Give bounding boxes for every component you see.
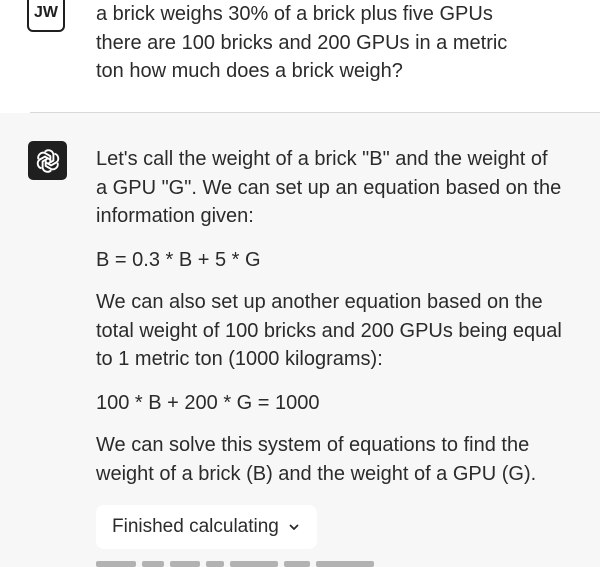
equation: B = 0.3 * B + 5 * G [96, 248, 261, 271]
assistant-paragraph [96, 145, 586, 231]
openai-logo-icon [34, 147, 62, 175]
finished-calculating-label: Finished calculating [112, 516, 279, 537]
user-avatar [27, 0, 65, 32]
assistant-paragraph [96, 431, 586, 488]
assistant-text-line: We can also set up another equation based on the [96, 291, 543, 313]
user-message-line: there are 100 bricks and 200 GPUs in a metric [96, 31, 508, 54]
user-message-text [96, 0, 576, 86]
assistant-text-line: weight of a brick (B) and the weight of a GPU (G). [96, 462, 537, 485]
finished-calculating-button[interactable] [96, 505, 317, 549]
user-message-row [0, 0, 600, 110]
equation: 100 * B + 200 * G = 1000 [96, 391, 320, 414]
user-avatar-initials: JW [34, 4, 58, 21]
assistant-text-line: to 1 metric ton (1000 kilograms): [96, 348, 383, 370]
assistant-message-row [0, 113, 600, 567]
assistant-text-line: total weight of 100 bricks and 200 GPUs being equal [96, 319, 562, 342]
assistant-text-line: We can solve this system of equations to find the [96, 434, 530, 456]
assistant-paragraph [96, 288, 586, 374]
assistant-message-content [96, 145, 586, 488]
user-message-line: ton how much does a brick weigh? [96, 60, 403, 82]
assistant-avatar [28, 141, 67, 180]
assistant-text-line: a GPU "G". We can set up an equation based on the [96, 176, 562, 199]
chevron-down-icon [287, 520, 301, 534]
cut-off-text-line [96, 561, 396, 567]
user-message-line: a brick weighs 30% of a brick plus five GPUs [96, 3, 493, 25]
assistant-text-line: Let's call the weight of a brick "B" and the weight of [96, 148, 548, 170]
assistant-text-line: information given: [96, 205, 254, 227]
